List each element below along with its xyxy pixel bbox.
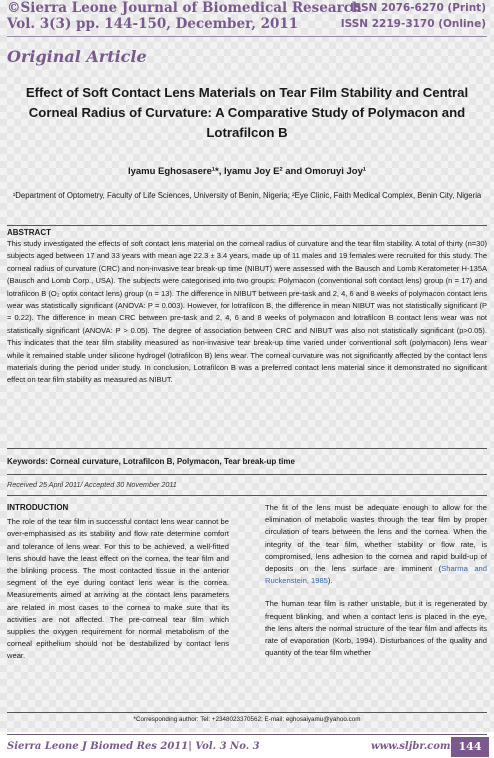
right-paragraph-1-end: ). (327, 576, 333, 586)
header-divider (7, 36, 487, 37)
article-title: Effect of Soft Contact Lens Materials on Tear Film Stability and Central Corneal Radius of Curvature: A Comparative Study of Polymacon and Lotrafilcon B (25, 85, 469, 140)
article-type: Original Article (7, 47, 147, 66)
footer-journal: Sierra Leone J Biomed Res 2011| Vol. 3 No. 3 (7, 741, 260, 752)
keywords-divider (7, 474, 487, 475)
body-top-divider (7, 495, 487, 496)
corresponding-author-footnote: *Corresponding author: Tel: +2348023370562; E-mail: eghosaiyamu@yahoo.com (133, 716, 361, 723)
left-paragraph: The role of the tear film in successful contact lens wear cannot be over-emphasised as its stability and flow rate determine comfort and tolerance of lens wear. For this to be achieved, a well-fitted lens should have the least effect on the cornea, the tear film and the blinking process. The most contacted tissue in the anterior segment of the eye during contact lens wear is the cornea. Measurements aimed at arriving at the contact lens parameters are related in most cases to the cornea to make sure that its activities are not affected. The pre-corneal tear film which supplies the oxygen requirement for normal metabolism of the corneal epithelium should not be destabilized by contact lens wear. (7, 517, 229, 661)
citation-link[interactable]: Sharma and Ruckenstein, 1985 (265, 564, 487, 586)
abstract-text: This study investigated the effects of soft contact lens material on the corneal radius of curvature and the tear film stability. A total of thirty (n=30) subjects aged between 17 and 33 years with mean age 22.3 ± 3.4 years, made up of 11 males and 19 females were recruited for this study. The corneal radius of curvature (CRC) and non-invasive tear break-up time (NIBUT) were assessed with the Bausch and Lomb Keratometer H-135A (Bausch and Lomb Corp., USA). The subjects were categorised into two groups: Polymacon (conventional soft contact lens) group (n = 17) and lotrafilcon B (O₂ optix contact lens) group (n = 13). The difference in NIBUT between pre-task and 2, 4, 6 and 8 weeks of polymacon contact lens wear was statistically significant (ANOVA: P = 0.003). However, for lotrafilcon B, the difference in mean NIBUT was not statistically significant (P = 0.22). The difference in mean CRC between pre-task and 2, 4, 6 and 8 weeks of polymacon and lotrafilcon B contact lens wear was not statistically significant (ANOVA: P > 0.05). The degree of association between CRC and NIBUT was also not statistically significant (p>0.05). This indicates that the tear film stability measured as non-invasive tear break-up time varied under conventional soft (polymacon) lens wear while it remained stable under silicone hydrogel (lotrafilcon B) lens wear. The corneal curvature was not significantly affected by the contact lens materials during the period under study. In conclusion, Lotrafilcon B was a preferred contact lens material since it demonstrated no significant effect on tear film stability as measured as NIBUT. (7, 239, 487, 385)
abstract-bottom-divider (7, 448, 487, 449)
abstract-top-divider (7, 225, 487, 226)
introduction-heading: INTRODUCTION (7, 503, 69, 512)
page-number: 144 (451, 737, 489, 757)
footnote-divider (7, 712, 487, 713)
affiliation: ¹Department of Optometry, Faculty of Life Sciences, University of Benin, Nigeria; ²Eye Clinic, Faith Medical Complex, Benin City, Nigeria (12, 191, 482, 200)
received-dates: Received 25 April 2011/ Accepted 30 November 2011 (7, 480, 177, 489)
left-column (7, 502, 229, 674)
right-paragraph-1-text: The fit of the lens must be adequate enough to allow for the elimination of metabolic wastes through the tear film by proper circulation of tears between the lens and the cornea. When the integrity of the tear film, whether stability or flow rate, is compromised, lens adhesion to the cornea and rapid build-up of deposits on the lens surface are imminent ( (265, 503, 487, 574)
abstract-heading: ABSTRACT (7, 228, 51, 237)
right-column (265, 502, 487, 670)
right-paragraph-2: The human tear film is rather unstable, but it is regenerated by frequent blinking, and when a contact lens is placed in the eye, the lens alters the normal structure of the tear film and affects its rate of evaporation (Korb, 1994). Disturbances of the quality and quantity of the tear film whether (265, 599, 487, 658)
issn-print: ISSN 2076-6270 (Print) (349, 2, 486, 14)
issn-online: ISSN 2219-3170 (Online) (340, 18, 486, 30)
authors: Iyamu Eghosasere¹*, Iyamu Joy E² and Omoruyi Joy¹ (127, 166, 367, 177)
keywords: Keywords: Corneal curvature, Lotrafilcon B, Polymacon, Tear break-up time (7, 457, 295, 466)
footer-website[interactable]: www.sljbr.com (371, 741, 451, 752)
journal-title: ©Sierra Leone Journal of Biomedical Research (7, 0, 362, 16)
right-paragraph-1 (265, 502, 487, 587)
journal-volume: Vol. 3(3) pp. 144-150, December, 2011 (7, 16, 299, 32)
footer-divider (7, 734, 487, 735)
